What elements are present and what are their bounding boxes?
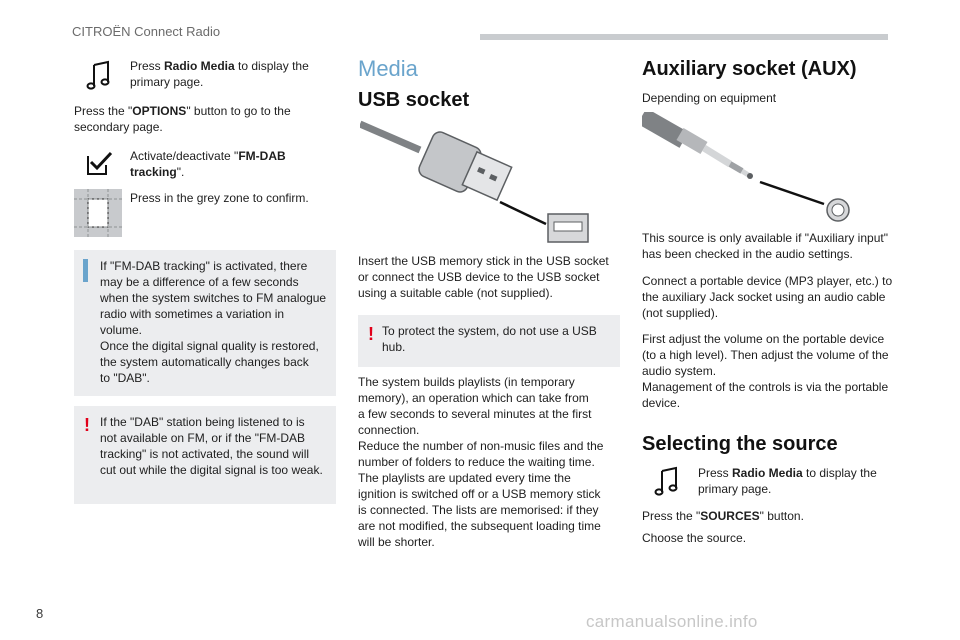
info-box	[74, 250, 336, 396]
step-activate-fm-dab: Activate/deactivate "FM-DAB tracking".	[130, 149, 286, 179]
source-only-available-text: This source is only available if "Auxiliary input" has been checked in the audio settings.	[642, 231, 888, 261]
grey-zone-confirm-icon	[74, 189, 122, 237]
insert-usb-text: Insert the USB memory stick in the USB socket or connect the USB device to the USB socket using a suitable cable (not supplied).	[358, 254, 609, 300]
step-press-radio-media-source: Press Radio Media to display the primary page.	[698, 466, 877, 496]
connect-device-text: Connect a portable device (MP3 player, etc.) to the auxiliary Jack socket using an audio cable (not supplied).	[642, 274, 893, 320]
info-text: If "FM-DAB tracking" is activated, there may be a difference of a few seconds when the system switches to FM analogue radio with sometimes a variation in volume. Once the digital signal quality is restored, the system automatically changes back to "DAB".	[100, 259, 327, 385]
usb-socket-title: USB socket	[358, 89, 470, 111]
header-title: CITROËN Connect Radio	[72, 24, 221, 39]
selecting-source-title: Selecting the source	[642, 433, 838, 455]
page-number: 8	[36, 606, 44, 621]
step-press-radio-media: Press Radio Media to display the primary page.	[130, 59, 309, 89]
aux-socket-title: Auxiliary socket (AUX)	[642, 58, 857, 80]
warning-text: If the "DAB" station being listened to is not available on FM, or if the "FM-DAB tracking" is not activated, the sound will cut out while the digital signal is too weak.	[100, 415, 323, 477]
step-press-grey-zone: Press in the grey zone to confirm.	[130, 191, 309, 205]
usb-warning-text: To protect the system, do not use a USB hub.	[382, 324, 597, 354]
warning-box	[74, 406, 336, 504]
step-choose-source: Choose the source.	[642, 531, 747, 545]
adjust-volume-text: First adjust the volume on the portable device (to a high level). Then adjust the volume of the audio system. Management of the controls is via the portable device.	[642, 332, 889, 410]
header-rule	[480, 34, 888, 40]
depending-on-equipment: Depending on equipment	[642, 91, 777, 105]
usb-plug-illustration	[360, 120, 600, 251]
music-note-icon	[86, 60, 112, 90]
music-note-icon	[654, 466, 680, 496]
section-title-media: Media	[358, 56, 418, 81]
checkbox-check-icon	[86, 150, 114, 176]
aux-jack-illustration	[642, 112, 854, 229]
step-press-options: Press the "OPTIONS" button to go to the secondary page.	[74, 104, 291, 134]
usb-warning-box	[358, 315, 620, 367]
watermark: carmanualsonline.info	[586, 612, 758, 631]
step-press-sources: Press the "SOURCES" button.	[642, 509, 804, 523]
warning-exclamation-icon: !	[84, 415, 90, 435]
playlists-text: The system builds playlists (in temporary memory), an operation which can take from a few seconds to several minutes at the first connection. Reduce the number of non-music files and the number of folders to reduce the waiting time. The playlists are updated every time the ignition is switched off or a USB memory stick is connected. The lists are memorised: if they are not modified, the subsequent loading time will be shorter.	[358, 375, 604, 549]
warning-exclamation-icon: !	[368, 324, 374, 344]
info-bar-icon	[83, 259, 88, 282]
